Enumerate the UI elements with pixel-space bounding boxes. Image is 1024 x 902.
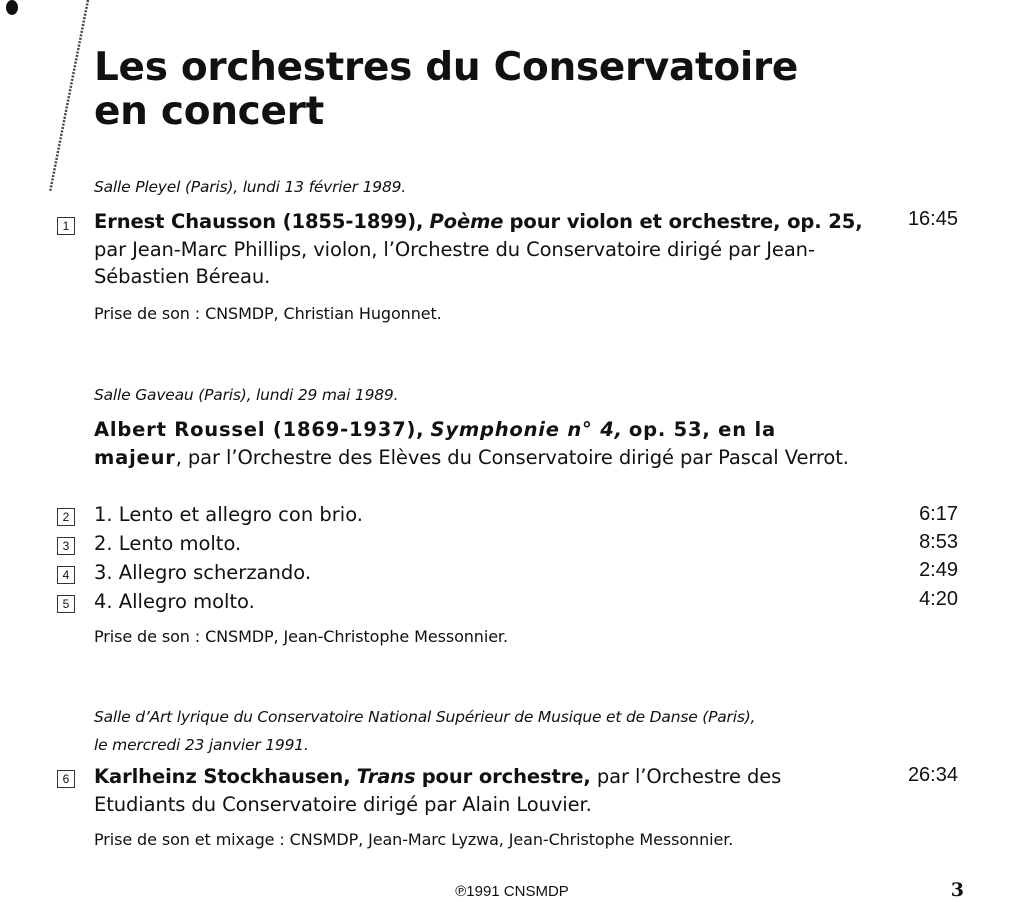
- duration-4: 2:49: [919, 559, 958, 581]
- composer-1: Ernest Chausson (1855-1899),: [94, 210, 424, 233]
- track-number-2: 2: [57, 508, 75, 526]
- composer-2: Albert Roussel (1869-1937),: [94, 418, 425, 441]
- performers-3: par l’Orchestre des Etudiants du Conservatoire dirigé par Alain Louvier.: [94, 765, 782, 816]
- track-number-4: 4: [57, 566, 75, 584]
- work-description-2: [94, 416, 869, 471]
- binder-dot: [6, 0, 18, 15]
- work-detail-2: op. 53, en la majeur: [94, 418, 776, 469]
- duration-6: 26:34: [907, 764, 958, 786]
- track-number-1: 1: [57, 217, 75, 235]
- track-number-3: 3: [57, 537, 75, 555]
- venue-3-line2: le mercredi 23 janvier 1991.: [94, 736, 309, 754]
- work-title-3: Trans: [356, 765, 416, 788]
- copyright-notice: ℗1991 CNSMDP: [455, 883, 569, 900]
- track-number-6: 6: [57, 770, 75, 788]
- duration-3: 8:53: [919, 531, 958, 553]
- venue-3-line1: Salle d’Art lyrique du Conservatoire National Supérieur de Musique et de Danse (Paris),: [94, 708, 756, 726]
- work-title-2: Symphonie n° 4,: [430, 418, 623, 441]
- venue-1: Salle Pleyel (Paris), lundi 13 février 1989.: [94, 178, 407, 196]
- movement-4: 4. Allegro molto.: [94, 590, 255, 613]
- recording-credit-1: Prise de son : CNSMDP, Christian Hugonnet.: [94, 304, 442, 323]
- page-title-line1: Les orchestres du Conservatoire: [94, 45, 799, 90]
- work-description-1: [94, 208, 869, 291]
- venue-2: Salle Gaveau (Paris), lundi 29 mai 1989.: [94, 386, 399, 404]
- duration-1: 16:45: [907, 208, 958, 230]
- work-description-3: [94, 763, 869, 818]
- work-detail-3: pour orchestre,: [421, 765, 591, 788]
- work-detail-1: pour violon et orchestre, op. 25,: [509, 210, 863, 233]
- movement-1: 1. Lento et allegro con brio.: [94, 503, 363, 526]
- recording-credit-2: Prise de son : CNSMDP, Jean-Christophe Messonnier.: [94, 627, 508, 646]
- perforation-line: [44, 0, 94, 195]
- recording-credit-3: Prise de son et mixage : CNSMDP, Jean-Marc Lyzwa, Jean-Christophe Messonnier.: [94, 830, 734, 849]
- performers-2: , par l’Orchestre des Elèves du Conservatoire dirigé par Pascal Verrot.: [175, 445, 849, 469]
- page-title: [94, 46, 798, 134]
- duration-2: 6:17: [919, 503, 958, 525]
- movement-3: 3. Allegro scherzando.: [94, 561, 312, 584]
- performers-1: par Jean-Marc Phillips, violon, l’Orchestre du Conservatoire dirigé par Jean-Sébastien Béreau.: [94, 237, 815, 288]
- duration-5: 4:20: [919, 588, 958, 610]
- page-title-line2: en concert: [94, 89, 324, 134]
- work-title-1: Poème: [429, 210, 504, 233]
- page-number: 3: [950, 879, 964, 901]
- composer-3: Karlheinz Stockhausen,: [94, 765, 351, 788]
- track-number-5: 5: [57, 595, 75, 613]
- movement-2: 2. Lento molto.: [94, 532, 242, 555]
